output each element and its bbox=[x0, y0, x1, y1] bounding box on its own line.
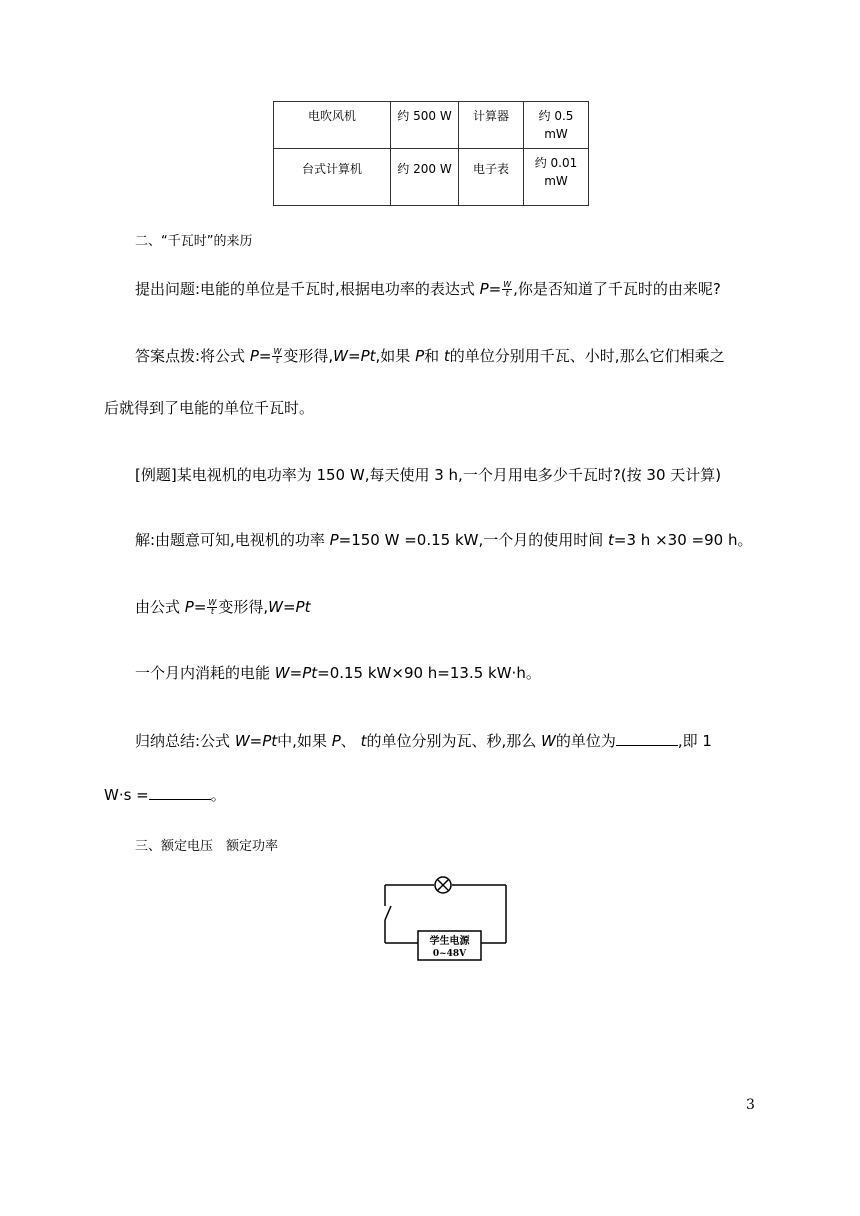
answer-paragraph: 答案点拨:将公式 P= $\frac{W}{t}$ 变形得,W=Pt,如果 P和 t的单位分别用千瓦、小时,那么它们相乘之 bbox=[135, 347, 725, 365]
energy-paragraph: 一个月内消耗的电能 W=Pt=0.15 kW×90 h=13.5 kW·h。 bbox=[135, 664, 541, 682]
solution-paragraph: 解:由题意可知,电视机的功率 P=150 W =0.15 kW,一个月的使用时间 t=3 h ×30 =90 h。 bbox=[135, 531, 753, 549]
circuit-diagram bbox=[378, 876, 510, 964]
example-paragraph: [例题]某电视机的电功率为 150 W,每天使用 3 h,一个月用电多少千瓦时?(按 30 天计算) bbox=[135, 466, 722, 484]
switch-icon bbox=[385, 906, 391, 920]
answer-blank bbox=[616, 731, 678, 746]
table-cell: 约 0.01 mW bbox=[524, 149, 589, 206]
power-table bbox=[273, 101, 589, 206]
power-supply-label: 学生电源 bbox=[429, 936, 470, 947]
summary-paragraph: 归纳总结:公式 W=Pt中,如果 P、 t的单位分别为瓦、秒,那么 W的单位为 ,即 1 bbox=[135, 732, 712, 750]
page-number: 3 bbox=[746, 1097, 755, 1113]
table-row bbox=[274, 102, 589, 149]
section-heading: 三、额定电压 额定功率 bbox=[135, 839, 279, 854]
power-supply-range: 0~48V bbox=[432, 949, 467, 959]
table-cell: 电子表 bbox=[459, 149, 524, 206]
section-heading: 二、“千瓦时”的来历 bbox=[135, 234, 253, 249]
summary-paragraph-continued: W·s = 。 bbox=[104, 786, 226, 804]
table-row bbox=[274, 149, 589, 206]
table-cell: 计算器 bbox=[459, 102, 524, 149]
question-paragraph: 提出问题:电能的单位是千瓦时,根据电功率的表达式 P= $\frac{W}{t}$ ,你是否知道了千瓦时的由来呢? bbox=[135, 280, 721, 298]
answer-blank bbox=[149, 785, 211, 800]
answer-paragraph-continued: 后就得到了电能的单位千瓦时。 bbox=[104, 399, 315, 417]
fraction: $\frac{W}{t}$ bbox=[503, 280, 512, 298]
fraction: $\frac{W}{t}$ bbox=[273, 347, 282, 365]
table-cell: 约 500 W bbox=[391, 102, 459, 149]
fraction: $\frac{W}{t}$ bbox=[208, 598, 217, 616]
table-cell: 约 0.5 mW bbox=[524, 102, 589, 149]
table-cell: 电吹风机 bbox=[274, 102, 391, 149]
table-cell: 台式计算机 bbox=[274, 149, 391, 206]
formula-paragraph: 由公式 P= $\frac{W}{t}$ 变形得,W=Pt bbox=[135, 598, 311, 616]
table-cell: 约 200 W bbox=[391, 149, 459, 206]
